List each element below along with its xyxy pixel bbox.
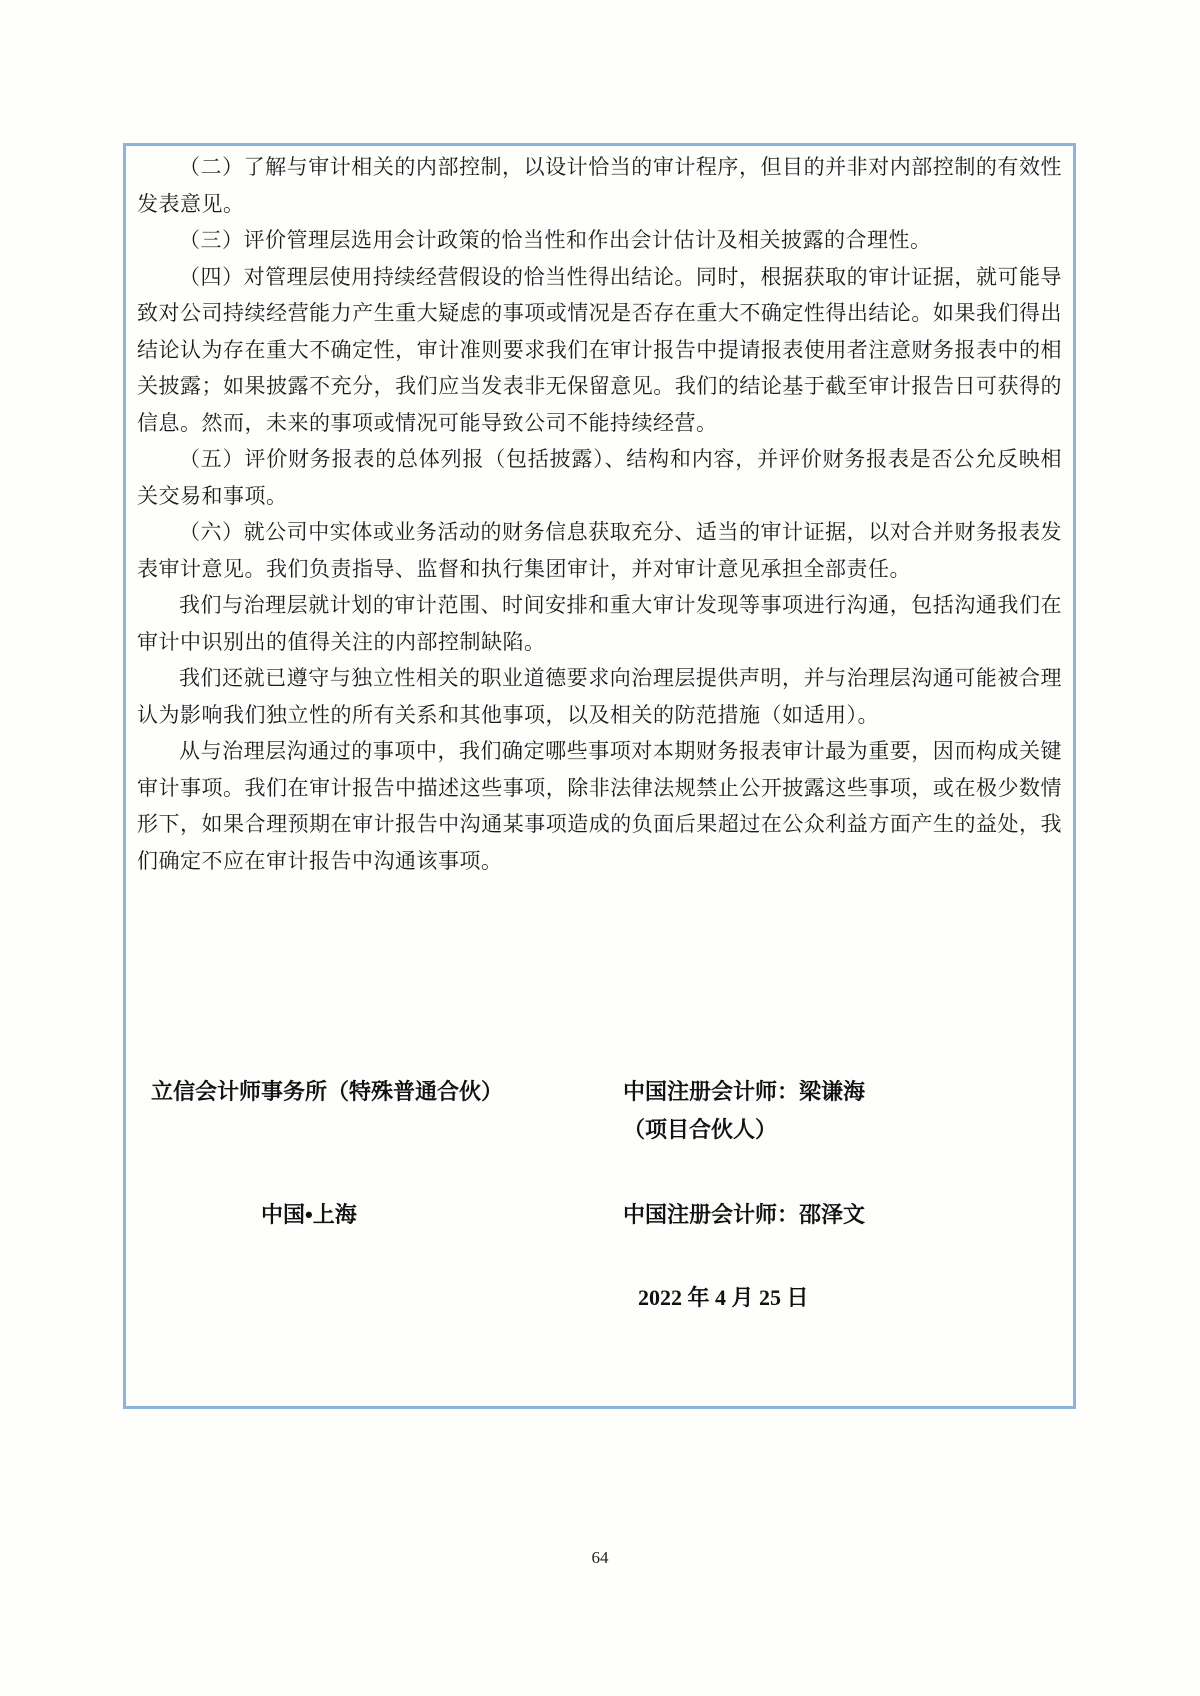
paragraph-key-audit-matters: 从与治理层沟通过的事项中，我们确定哪些事项对本期财务报表审计最为重要，因而构成关键审计事项。我们在审计报告中描述这些事项，除非法律法规禁止公开披露这些事项，或在极少数情形下，如果合理预期在审计报告中沟通某事项造成的负面后果超过在公众利益方面产生的益处，我们确定不应在审计报告中沟通该事项。 — [137, 739, 1062, 873]
signature-date: 2022 年 4 月 25 日 — [638, 1285, 809, 1310]
paragraph-group-audit: （六）就公司中实体或业务活动的财务信息获取充分、适当的审计证据，以对合并财务报表发表审计意见。我们负责指导、监督和执行集团审计，并对审计意见承担全部责任。 — [137, 520, 1062, 581]
signature-cpa1-block — [623, 1073, 865, 1149]
page-number: 64 — [591, 1548, 609, 1567]
paragraph-independence-statement: 我们还就已遵守与独立性相关的职业道德要求向治理层提供声明，并与治理层沟通可能被合理认为影响我们独立性的所有关系和其他事项，以及相关的防范措施（如适用）。 — [137, 666, 1062, 727]
bordered-text-box — [123, 143, 1076, 1409]
audit-report-body — [126, 146, 1073, 879]
paragraph-going-concern: （四）对管理层使用持续经营假设的恰当性得出结论。同时，根据获取的审计证据，就可能导致对公司持续经营能力产生重大疑虑的事项或情况是否存在重大不确定性得出结论。如果我们得出结论认为存在重大不确定性，审计准则要求我们在审计报告中提请报表使用者注意财务报表中的相关披露；如果披露不充分，我们应当发表非无保留意见。我们的结论基于截至审计报告日可获得的信息。然而，未来的事项或情况可能导致公司不能持续经营。 — [137, 264, 1062, 435]
paragraph-accounting-policy: （三）评价管理层选用会计政策的恰当性和作出会计估计及相关披露的合理性。 — [179, 228, 932, 252]
signature-cpa1-role: （项目合伙人） — [623, 1117, 778, 1142]
paragraph-internal-control: （二）了解与审计相关的内部控制，以设计恰当的审计程序，但目的并非对内部控制的有效性发表意见。 — [137, 155, 1062, 216]
paragraph-governance-communication: 我们与治理层就计划的审计范围、时间安排和重大审计发现等事项进行沟通，包括沟通我们在审计中识别出的值得关注的内部控制缺陷。 — [137, 593, 1062, 654]
paragraph-overall-presentation: （五）评价财务报表的总体列报（包括披露）、结构和内容，并评价财务报表是否公允反映相关交易和事项。 — [137, 447, 1062, 508]
signature-location: 中国•上海 — [261, 1202, 357, 1227]
signature-cpa1-name: 中国注册会计师：梁谦海 — [623, 1079, 866, 1104]
signature-cpa2-name: 中国注册会计师：邵泽文 — [623, 1202, 866, 1227]
signature-firm-name: 立信会计师事务所（特殊普通合伙） — [151, 1079, 504, 1104]
